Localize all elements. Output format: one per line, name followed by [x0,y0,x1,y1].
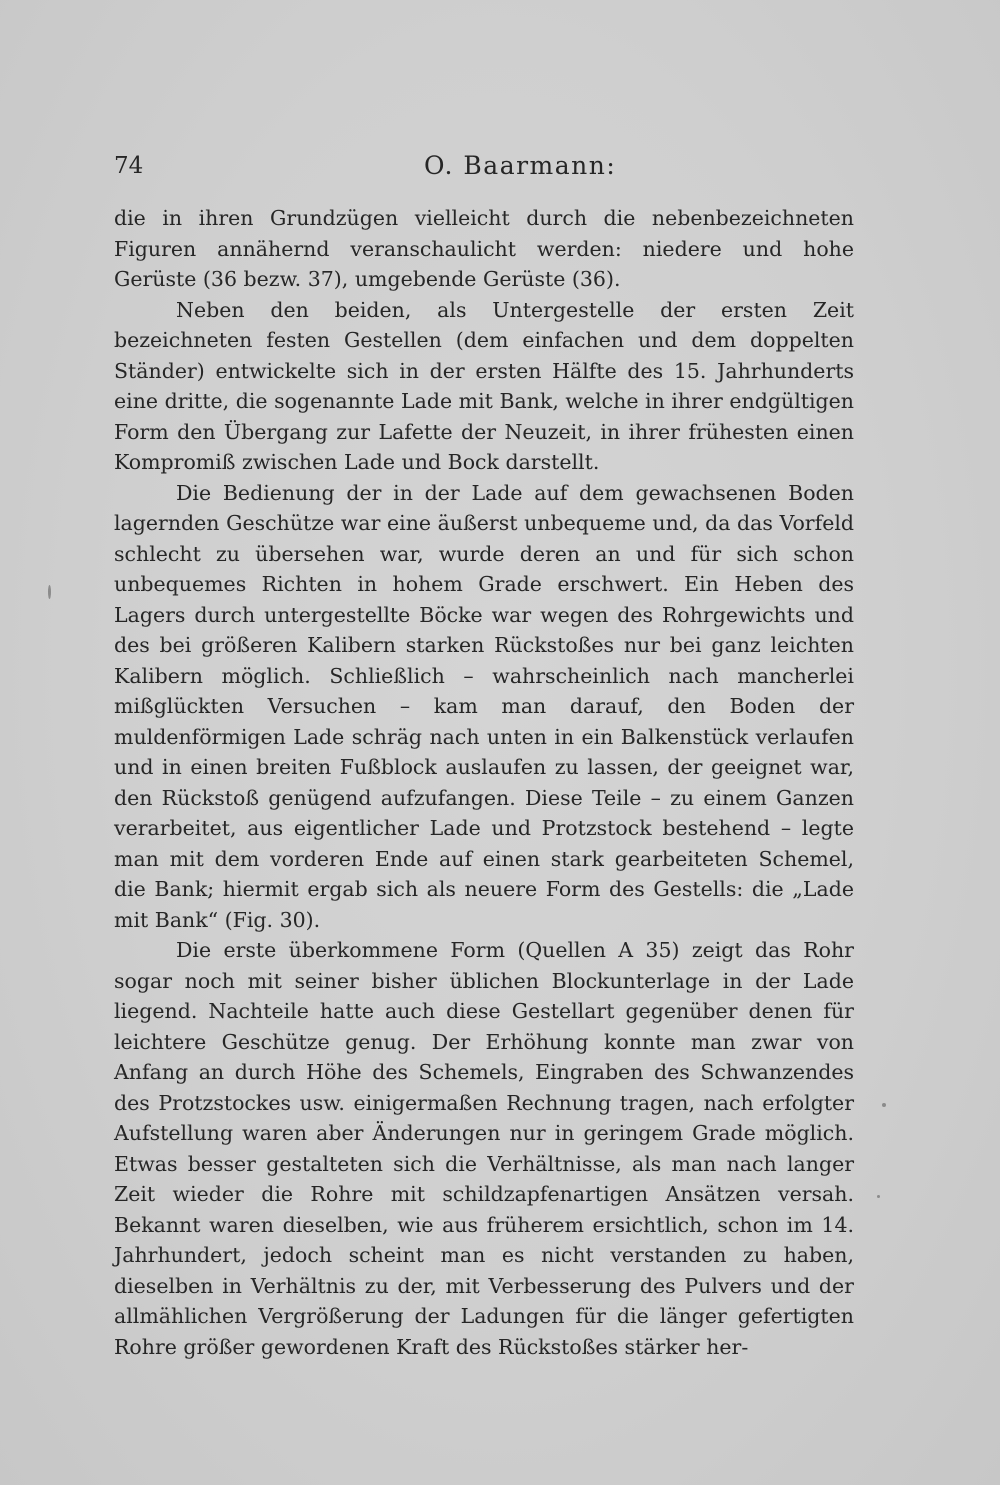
paragraph: Die erste überkommene Form (Quellen A 35) zeigt das Rohr sogar noch mit seiner bisher üblichen Blockunterlage in der Lade liegend. Nachteile hatte auch diese Gestellart gegenüber denen für leichtere Geschütze genug. Der Erhöhung konnte man zwar von Anfang an durch Höhe des Schemels, Eingraben des Schwanzendes des Protzstockes usw. einigermaßen Rechnung tragen, nach erfolgter Aufstellung waren aber Änderungen nur in geringem Grade möglich. Etwas besser gestalteten sich die Verhältnisse, als man nach langer Zeit wieder die Rohre mit schildzapfenartigen Ansätzen versah. Bekannt waren dieselben, wie aus früherem ersichtlich, schon im 14. Jahrhundert, jedoch scheint man es nicht verstanden zu haben, dieselben in Verhältnis zu der, mit Verbesserung des Pulvers und der allmählichen Vergrößerung der Ladungen für die länger gefertigten Rohre größer gewordenen Kraft des Rückstoßes stärker her- [114,938,854,1359]
paper-speck [877,1195,880,1198]
page-header [114,148,884,188]
paper-speck [48,585,51,599]
paper-speck [882,1103,886,1107]
paragraph: Neben den beiden, als Untergestelle der ersten Zeit bezeichneten festen Gestellen (dem einfachen und dem doppelten Ständer) entwickelte sich in der ersten Hälfte des 15. Jahrhunderts eine dritte, die sogenannte Lade mit Bank, welche in ihrer endgültigen Form den Übergang zur Lafette der Neuzeit, in ihrer frühesten einen Kompromiß zwischen Lade und Bock darstellt. [114,297,854,474]
paragraph: Die Bedienung der in der Lade auf dem gewachsenen Boden lagernden Geschütze war eine äußerst unbequeme und, da das Vorfeld schlecht zu übersehen war, wurde deren an und für sich schon unbequemes Richten in hohem Grade erschwert. Ein Heben des Lagers durch untergestellte Böcke war wegen des Rohrgewichts und des bei größeren Kalibern starken Rückstoßes nur bei ganz leichten Kalibern möglich. Schließlich – wahrscheinlich nach mancherlei mißglückten Versuchen – kam man darauf, den Boden der muldenförmigen Lade schräg nach unten in ein Balkenstück verlaufen und in einen breiten Fußblock auslaufen zu lassen, der geeignet war, den Rückstoß genügend aufzufangen. Diese Teile – zu einem Ganzen verarbeitet, aus eigentlicher Lade und Protzstock bestehend – legte man mit dem vorderen Ende auf einen stark gearbeiteten Schemel, die Bank; hiermit ergab sich als neuere Form des Gestells: die „Lade mit Bank“ (Fig. 30). [114,480,854,932]
page-number: 74 [114,153,144,179]
body-text [114,203,854,1362]
running-head: O. Baarmann: [424,151,617,180]
paragraph: die in ihren Grundzügen vielleicht durch die nebenbezeichneten Figuren annähernd veranschaulicht werden: niedere und hohe Gerüste (36 bezw. 37), umgebende Gerüste (36). [114,206,854,291]
